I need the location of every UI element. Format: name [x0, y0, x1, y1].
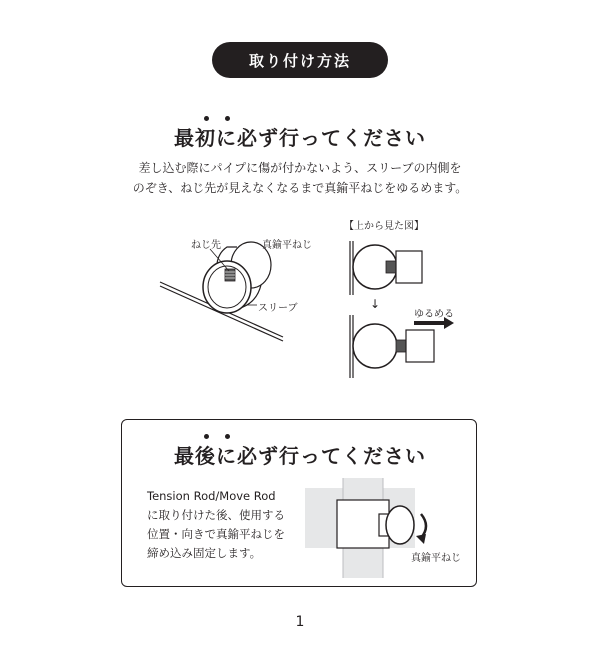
step1-instruction-line: のぞき、ねじ先が見えなくなるまで真鍮平ねじをゆるめます。	[132, 181, 468, 195]
screw-tip-label: ねじ先	[191, 240, 221, 251]
top-view-illustration	[330, 213, 470, 383]
sleeve-label: スリーブ	[258, 303, 298, 314]
section-title-badge	[212, 42, 388, 78]
tighten-figure	[305, 478, 475, 578]
step2-heading: 最後に必ず行ってください	[174, 444, 426, 468]
page-number: 1	[295, 614, 305, 630]
step2-instruction-line: 位置・向きで真鍮平ねじを	[147, 527, 285, 541]
down-arrow: ↓	[370, 297, 381, 311]
brass-screw-label: 真鍮平ねじ	[262, 240, 312, 251]
step2-instruction-line: に取り付けた後、使用する	[147, 508, 285, 522]
top-view-figure	[330, 213, 470, 383]
step1-heading: 最初に必ず行ってください	[174, 126, 426, 150]
loosen-label: ゆるめる	[414, 309, 454, 320]
sleeve-inside-figure	[155, 225, 312, 345]
top-view-label: 【上から見た図】	[344, 221, 424, 232]
step1-instruction-line: 差し込む際にパイプに傷が付かないよう、スリーブの内側を	[138, 161, 462, 175]
step2-instructions	[147, 487, 307, 563]
step2-instruction-line: 締め込み固定します。	[147, 546, 262, 560]
step2-instruction-line: Tension Rod/Move Rod	[147, 489, 276, 503]
section-title: 取り付け方法	[248, 51, 351, 70]
step1-instructions	[0, 158, 600, 198]
brass-screw-label: 真鍮平ねじ	[411, 553, 461, 564]
